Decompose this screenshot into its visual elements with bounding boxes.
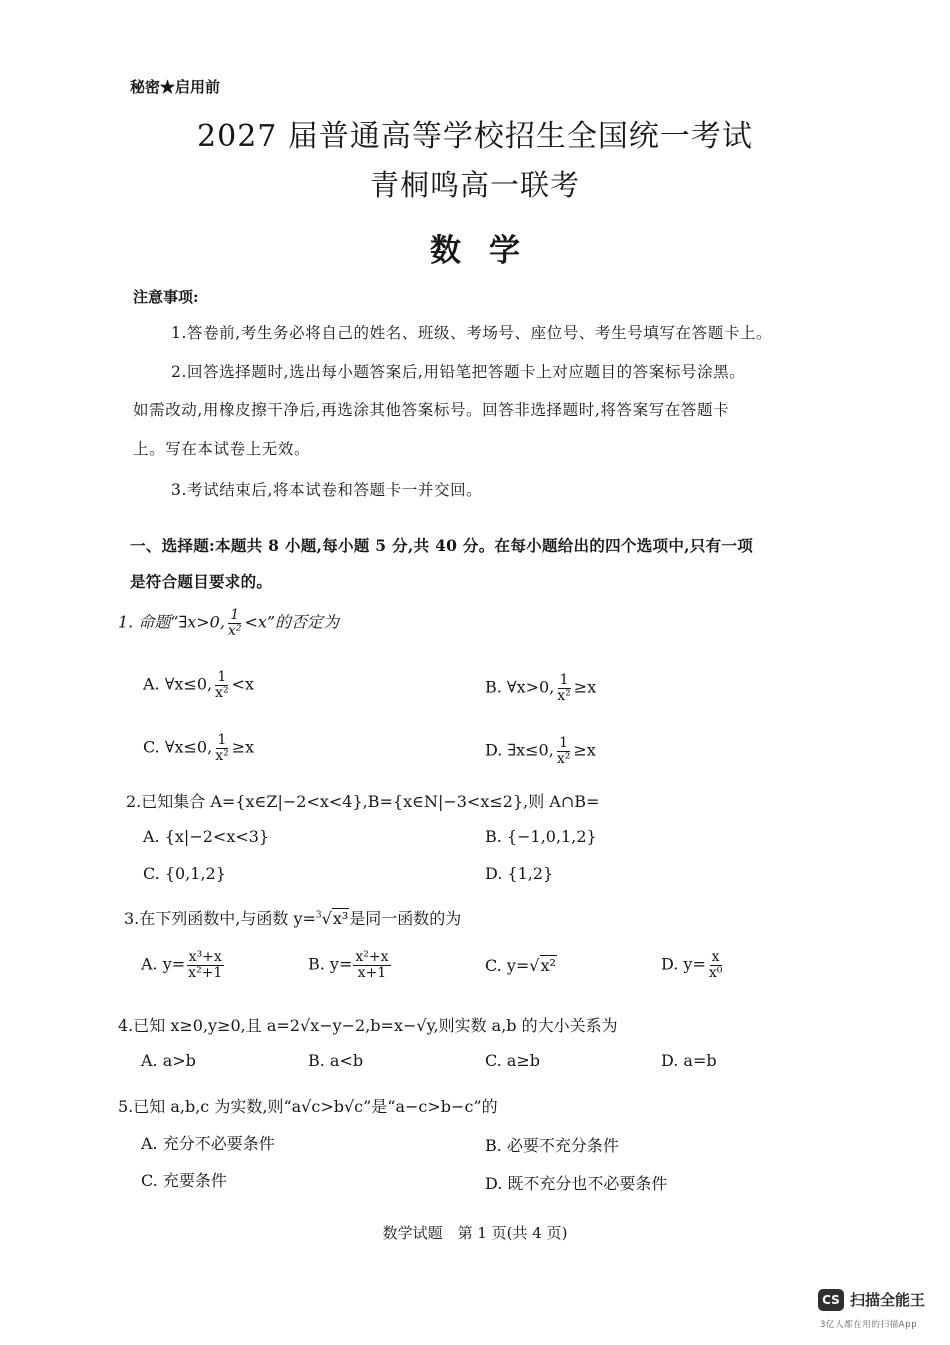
q3-option-b: [308, 950, 392, 980]
q1-d-num: 1: [559, 735, 569, 751]
q3-stem-suffix: 是同一函数的为: [349, 909, 462, 928]
q1-a-fraction: [213, 670, 231, 700]
q1-prefix: 1. 命题“∃x>0,: [118, 612, 225, 632]
question-5-stem: 5.已知 a,b,c 为实数,则“a√c>b√c”是“a−c>b−c”的: [118, 1097, 498, 1116]
q4-option-a: A. a>b: [141, 1051, 196, 1070]
q1-b-num: 1: [559, 672, 569, 688]
q1-b-den: x²: [557, 687, 571, 704]
q4-option-c: C. a≥b: [485, 1051, 541, 1070]
q3-a-den: x²+1: [188, 964, 223, 981]
q3-d-label: D. y=: [661, 954, 706, 974]
q1-frac-den: x²: [227, 622, 242, 639]
question-2-stem: 2.已知集合 A={x∈Z|−2<x<4},B={x∈N|−3<x≤2},则 A∩B=: [126, 792, 600, 811]
q1-c-tail: ≥x: [231, 737, 255, 757]
q2-option-d: D. {1,2}: [485, 864, 554, 883]
subject-title: 数学: [430, 233, 548, 269]
q1-suffix: <x”的否定为: [244, 612, 340, 632]
exam-title: 2027 届普通高等学校招生全国统一考试: [197, 119, 753, 154]
q1-c-fraction: [213, 733, 231, 763]
notice-item-2-line-1: 2.回答选择题时,选出每小题答案后,用铅笔把答题卡上对应题目的答案标号涂黑。: [171, 363, 746, 381]
q1-d-fraction: [555, 736, 573, 766]
q1-fraction: [226, 608, 244, 638]
q1-option-d: [485, 736, 596, 766]
q5-option-c: C. 充要条件: [141, 1171, 227, 1190]
q3-a-num: x³+x: [188, 949, 222, 965]
q3-b-num: x²+x: [355, 949, 389, 965]
q2-option-a: A. {x|−2<x<3}: [143, 827, 270, 846]
q3-option-d: [661, 950, 725, 980]
q3-root-index: 3: [315, 910, 322, 921]
q3-b-den: x+1: [357, 964, 387, 981]
q3-d-den: x⁰: [708, 964, 723, 981]
notice-item-2-line-2: 如需改动,用橡皮擦干净后,再选涂其他答案标号。回答非选择题时,将答案写在答题卡: [133, 401, 730, 419]
q1-b-label: B. ∀x>0,: [485, 677, 555, 697]
q1-c-num: 1: [217, 732, 227, 748]
notice-heading: 注意事项:: [133, 288, 199, 306]
q1-d-tail: ≥x: [573, 740, 596, 760]
q1-d-den: x²: [556, 750, 571, 767]
q1-c-den: x²: [215, 747, 229, 764]
q1-option-a: [143, 670, 254, 700]
q1-a-den: x²: [215, 684, 229, 701]
q3-a-fraction: [186, 950, 224, 980]
question-3-stem: [124, 906, 461, 929]
q3-stem-prefix: 3.在下列函数中,与函数 y=: [124, 909, 316, 928]
q1-a-tail: <x: [231, 674, 255, 694]
q3-a-label: A. y=: [141, 954, 186, 974]
q3-b-fraction: [353, 950, 390, 980]
q5-option-b: B. 必要不充分条件: [485, 1136, 619, 1155]
q4-option-d: D. a=b: [661, 1051, 717, 1070]
camscanner-brand: 扫描全能王: [850, 1291, 926, 1309]
q3-stem-radicand: x³: [332, 909, 349, 928]
q3-c-label: C. y=: [485, 956, 530, 975]
section-heading-line-2: 是符合题目要求的。: [130, 572, 273, 591]
page-footer: 数学试题 第 1 页(共 4 页): [382, 1224, 568, 1242]
camscanner-logo-icon: CS: [818, 1289, 844, 1311]
q2-option-c: C. {0,1,2}: [143, 864, 226, 883]
question-1-stem: [118, 608, 339, 638]
q4-option-b: B. a<b: [308, 1051, 364, 1070]
camscanner-tagline: 3亿人都在用的扫描App: [820, 1320, 918, 1330]
q5-option-a: A. 充分不必要条件: [141, 1134, 275, 1153]
radical-icon: √: [321, 909, 332, 928]
confidential-label: 秘密★启用前: [130, 78, 221, 96]
question-4-stem: 4.已知 x≥0,y≥0,且 a=2√x−y−2,b=x−√y,则实数 a,b 的大小关系为: [118, 1016, 618, 1035]
q1-frac-num: 1: [230, 607, 240, 623]
q1-b-tail: ≥x: [573, 677, 597, 697]
q3-option-a: [141, 950, 225, 980]
notice-item-2-line-3: 上。写在本试卷上无效。: [133, 440, 311, 458]
q3-c-radicand: x²: [540, 956, 556, 975]
q1-b-fraction: [555, 673, 573, 703]
exam-subtitle: 青桐鸣高一联考: [369, 168, 580, 202]
q3-d-num: x: [711, 949, 720, 965]
section-heading-line-1: 一、选择题:本题共 8 小题,每小题 5 分,共 40 分。在每小题给出的四个选项中,只有一项: [130, 536, 754, 555]
q1-a-num: 1: [217, 669, 227, 685]
q3-d-fraction: [707, 950, 725, 980]
q3-option-c: [485, 956, 557, 975]
q2-option-b: B. {−1,0,1,2}: [485, 827, 597, 846]
q1-option-c: [143, 733, 254, 763]
notice-item-3: 3.考试结束后,将本试卷和答题卡一并交回。: [171, 481, 483, 499]
q1-c-label: C. ∀x≤0,: [143, 737, 213, 757]
radical-icon: √: [529, 956, 540, 975]
q5-option-d: D. 既不充分也不必要条件: [485, 1174, 668, 1193]
q1-d-label: D. ∃x≤0,: [485, 740, 554, 760]
q3-b-label: B. y=: [308, 954, 353, 974]
q1-a-label: A. ∀x≤0,: [143, 674, 213, 694]
notice-item-1: 1.答卷前,考生务必将自己的姓名、班级、考场号、座位号、考生号填写在答题卡上。: [171, 324, 773, 342]
q1-option-b: [485, 673, 596, 703]
